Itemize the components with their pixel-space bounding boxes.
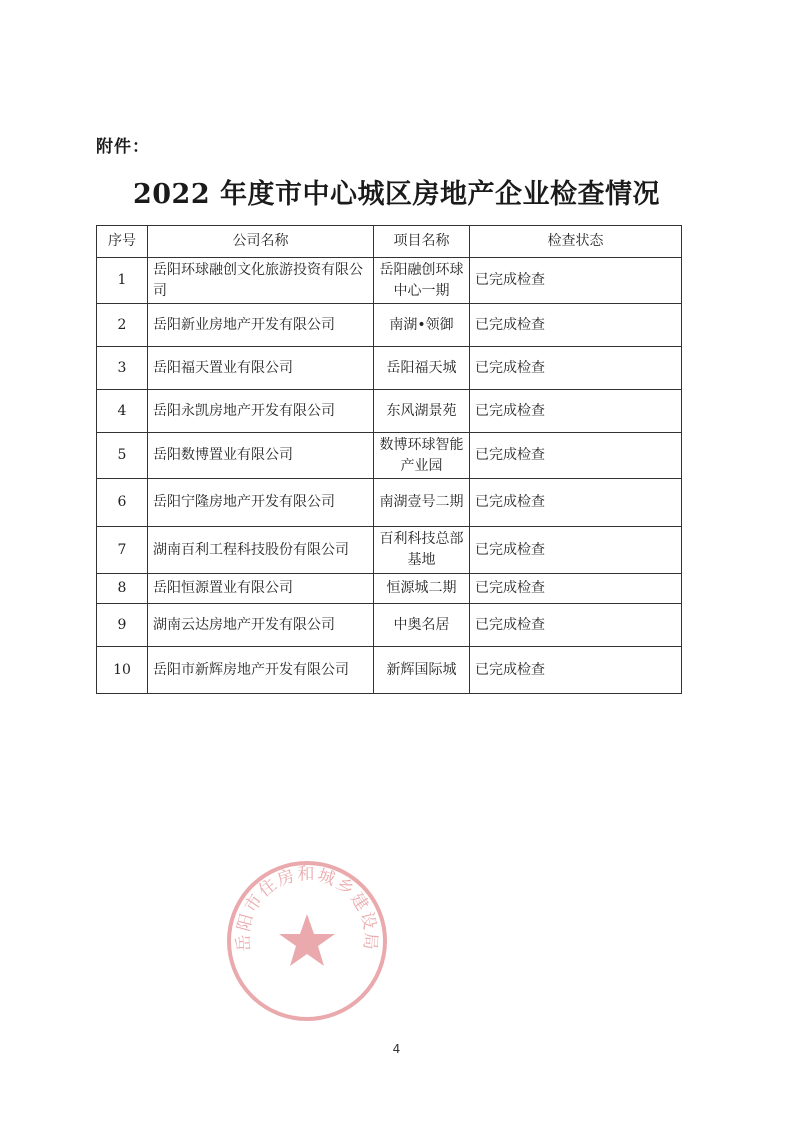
row-project: 岳阳融创环球中心一期 xyxy=(374,258,470,304)
row-status: 已完成检查 xyxy=(470,647,682,694)
row-index: 4 xyxy=(97,390,148,433)
table-row xyxy=(97,479,682,527)
row-status: 已完成检查 xyxy=(470,347,682,390)
table-row xyxy=(97,647,682,694)
table-row xyxy=(97,390,682,433)
row-project: 南湖•领御 xyxy=(374,304,470,347)
row-project: 百利科技总部基地 xyxy=(374,527,470,574)
document-title: 2022 年度市中心城区房地产企业检查情况 xyxy=(132,179,661,210)
row-company: 湖南云达房地产开发有限公司 xyxy=(148,604,374,647)
row-status: 已完成检查 xyxy=(470,258,682,304)
row-project: 恒源城二期 xyxy=(374,574,470,604)
row-project: 中奥名居 xyxy=(374,604,470,647)
row-index: 2 xyxy=(97,304,148,347)
row-company: 岳阳数博置业有限公司 xyxy=(148,433,374,479)
table-row xyxy=(97,604,682,647)
row-status: 已完成检查 xyxy=(470,390,682,433)
row-status: 已完成检查 xyxy=(470,527,682,574)
row-project: 新辉国际城 xyxy=(374,647,470,694)
table-row xyxy=(97,258,682,304)
row-project: 岳阳福天城 xyxy=(374,347,470,390)
page-number: 4 xyxy=(392,1042,401,1056)
row-company: 岳阳环球融创文化旅游投资有限公司 xyxy=(148,258,374,304)
row-status: 已完成检查 xyxy=(470,304,682,347)
row-company: 岳阳福天置业有限公司 xyxy=(148,347,374,390)
row-index: 6 xyxy=(97,479,148,527)
row-index: 7 xyxy=(97,527,148,574)
row-index: 8 xyxy=(97,574,148,604)
row-index: 1 xyxy=(97,258,148,304)
table-row xyxy=(97,433,682,479)
row-status: 已完成检查 xyxy=(470,604,682,647)
row-company: 岳阳新业房地产开发有限公司 xyxy=(148,304,374,347)
seal-text: 岳阳市住房和城乡建设局 xyxy=(233,864,381,953)
row-company: 岳阳市新辉房地产开发有限公司 xyxy=(148,647,374,694)
table-row xyxy=(97,574,682,604)
row-index: 9 xyxy=(97,604,148,647)
row-index: 3 xyxy=(97,347,148,390)
attachment-label: 附件： xyxy=(96,137,150,157)
row-status: 已完成检查 xyxy=(470,433,682,479)
row-company: 岳阳恒源置业有限公司 xyxy=(148,574,374,604)
row-project: 数博环球智能产业园 xyxy=(374,433,470,479)
row-index: 10 xyxy=(97,647,148,694)
row-project: 东风湖景苑 xyxy=(374,390,470,433)
row-company: 岳阳永凯房地产开发有限公司 xyxy=(148,390,374,433)
header-project: 项目名称 xyxy=(374,226,470,258)
header-status: 检查状态 xyxy=(470,226,682,258)
inspection-table xyxy=(96,225,682,694)
row-company: 湖南百利工程科技股份有限公司 xyxy=(148,527,374,574)
table-header-row xyxy=(97,226,682,258)
table-row xyxy=(97,347,682,390)
header-company: 公司名称 xyxy=(148,226,374,258)
row-status: 已完成检查 xyxy=(470,479,682,527)
table-row xyxy=(97,304,682,347)
row-company: 岳阳宁隆房地产开发有限公司 xyxy=(148,479,374,527)
row-project: 南湖壹号二期 xyxy=(374,479,470,527)
official-seal-stamp xyxy=(222,856,392,1026)
row-index: 5 xyxy=(97,433,148,479)
table-row xyxy=(97,527,682,574)
header-index: 序号 xyxy=(97,226,148,258)
seal-star-icon xyxy=(279,914,335,966)
row-status: 已完成检查 xyxy=(470,574,682,604)
